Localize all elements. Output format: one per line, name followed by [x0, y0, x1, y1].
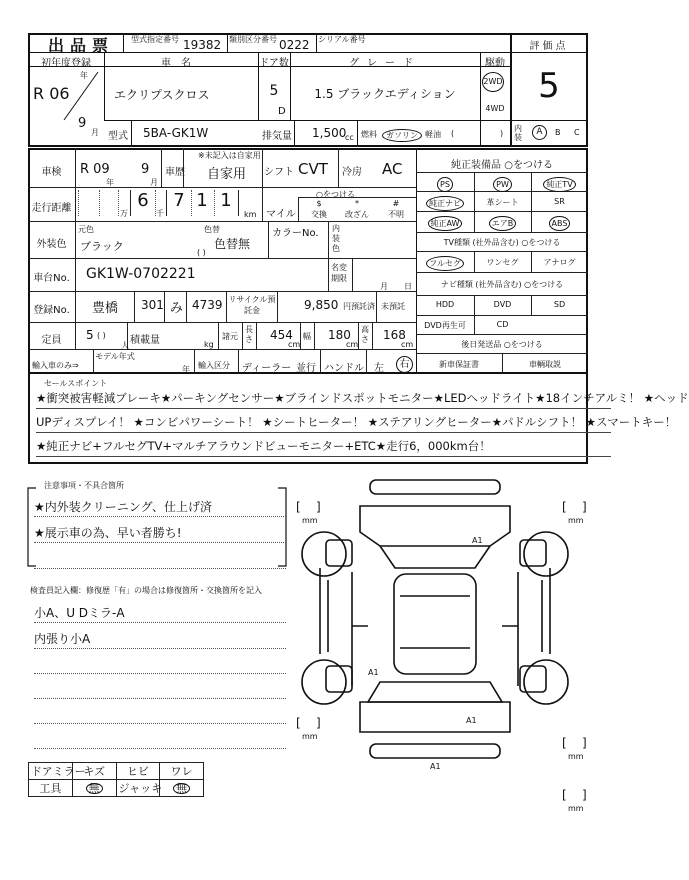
equip-leather: 革シート: [486, 198, 519, 207]
sym-unknown: #: [392, 199, 400, 208]
drive-label: 駆動: [485, 58, 505, 69]
orig-color-label: 元色: [78, 225, 94, 234]
equip-tv: [531, 177, 588, 192]
equip-ps: [416, 177, 474, 192]
mileage-digit: 1: [190, 190, 215, 216]
tool-none: 無: [86, 783, 103, 794]
cc-unit: cc: [345, 133, 354, 142]
pw-item: PW: [493, 177, 512, 192]
interior-a: A: [532, 125, 547, 140]
nav-title: ナビ種類 (社外品含む) ○をつける: [440, 280, 564, 289]
mm-bracket: [ ]: [562, 736, 587, 750]
inspector-line: 内張り小A: [34, 630, 286, 649]
shaken-year-unit: 年: [106, 178, 114, 187]
mm-bracket: [ ]: [296, 500, 321, 514]
grade-label: グレード: [349, 58, 421, 69]
legend-cell: ジャッキ: [116, 780, 160, 797]
sym-modified: *: [355, 199, 359, 208]
equip-aw: [416, 216, 474, 231]
fullseg-item: フルセグ: [426, 256, 464, 271]
reg-class: 301: [141, 298, 164, 312]
sales-line: ★衝突被害軽減ブレーキ★パーキングセンサー★ブラインドスポットモニター★LEDヘッドライト★18インチアルミ！ ★ヘッド: [36, 390, 611, 409]
history-label: 車歴: [165, 167, 185, 178]
sales-line: ★純正ナビ+フルセグTV+マルチアラウンドビューモニター+ETC★走行6，000km台！: [36, 438, 611, 457]
handle-right: 右: [396, 356, 413, 373]
mileage-digit: 6: [130, 190, 156, 216]
first-reg-year: R 06: [33, 84, 70, 103]
nc-day-unit: 日: [404, 282, 412, 291]
import-label: 輸入車のみ⇒: [32, 361, 79, 370]
tv-fullseg: [416, 256, 474, 271]
note-line: [34, 550, 286, 569]
nav-dvd: DVD: [493, 300, 512, 309]
interior-b: B: [555, 128, 561, 137]
note-line: ★内外装クリーニング、仕上げ済: [34, 498, 286, 517]
door-label: ドア数: [259, 58, 289, 69]
cm-unit: cm: [346, 340, 359, 349]
capacity-label: 定員: [41, 335, 62, 346]
aw-item: 純正AW: [428, 216, 463, 231]
cm-unit: cm: [288, 340, 301, 349]
mm-bracket: [ ]: [562, 500, 587, 514]
score-label: 評価点: [529, 41, 569, 52]
first-reg-label: 初年度登録: [41, 58, 91, 69]
man-unit: 万: [120, 209, 128, 218]
chassis-no: GK1W-0702221: [86, 266, 196, 282]
drive-4wd: 4WD: [485, 104, 505, 113]
airbag-item: エアB: [489, 216, 517, 231]
month-unit: 月: [91, 128, 99, 137]
width-label: 幅: [303, 332, 311, 341]
name-change-label: 名変期限: [331, 263, 347, 283]
mm-unit: mm: [568, 516, 584, 525]
disp-label: 排気量: [262, 131, 292, 142]
displacement: 1,500: [312, 126, 347, 140]
jack-none: 無: [173, 783, 190, 794]
modified: 改ざん: [345, 210, 369, 219]
equipment-title: 純正装備品 ○をつける: [451, 160, 553, 171]
reg-number: 4739: [192, 298, 223, 312]
mile-label: マイル: [266, 209, 296, 220]
height-label: 高さ: [361, 325, 369, 344]
damage-mark: A1: [466, 716, 477, 725]
door-type: D: [278, 106, 286, 117]
dealer: ディーラー: [242, 363, 292, 374]
fuel-diesel: 軽油: [425, 130, 441, 139]
parallel: 並行: [296, 363, 316, 374]
inspector-line: [34, 655, 286, 674]
interior-c: C: [574, 128, 580, 137]
model-year-unit: 年: [182, 365, 190, 374]
shaken-label: 車検: [41, 167, 62, 178]
serial-label: シリアル番号: [318, 35, 366, 44]
mm-unit: mm: [302, 732, 318, 741]
class-no: 0222: [279, 38, 310, 52]
model-label: 型式: [108, 131, 128, 142]
legend-header: キズ: [72, 763, 116, 780]
legend-header: ワレ: [160, 763, 204, 780]
abs-item: ABS: [549, 216, 571, 231]
tv-oneseg: ワンセグ: [486, 258, 519, 267]
length-label: 長さ: [245, 325, 253, 344]
class-no-label: 類別区分番号: [229, 35, 277, 44]
interior-label: 内装: [514, 124, 522, 142]
chassis-label: 車台No.: [33, 273, 70, 284]
type-no-label: 型式指定番号: [131, 35, 179, 44]
ac-label: 冷房: [342, 167, 362, 178]
car-name: エクリプスクロス: [114, 88, 210, 102]
import-kind-label: 輸入区分: [198, 361, 230, 370]
legend-table: [28, 762, 204, 797]
mm-bracket: [ ]: [562, 788, 587, 802]
year-unit: 年: [80, 71, 88, 80]
cap-paren: ( ): [97, 331, 106, 340]
sales-points-label: セールスポイント: [44, 379, 108, 388]
inspector-line: [34, 680, 286, 699]
sales-line: UPディスプレイ！ ★コンビパワーシート！ ★シートヒーター！ ★ステアリングヒーター★パドルシフト！ ★スマートキー！: [36, 414, 611, 433]
shaken-year: R 09: [80, 162, 110, 177]
handle-label: ハンドル: [324, 363, 364, 374]
fuel-paren-open: (: [451, 129, 455, 138]
load-unit: kg: [204, 340, 214, 349]
inspector-line: [34, 730, 286, 749]
equip-sr: SR: [554, 197, 565, 206]
equip-pw: [474, 177, 531, 192]
recycle-amount: 9,850: [304, 298, 339, 312]
height: 168: [383, 328, 406, 342]
first-reg-month: 9: [78, 116, 87, 131]
unknown: 不明: [388, 210, 404, 219]
mm-bracket: [ ]: [296, 716, 321, 730]
legend-cell: [160, 780, 204, 797]
inspector-line: 小A、U Dミラ-A: [34, 604, 286, 623]
grade: 1.5 ブラックエディション: [314, 87, 456, 101]
sym-exchange: $: [316, 199, 322, 208]
orig-color: ブラック: [80, 240, 124, 253]
note-line: ★展示車の為、早い者勝ち!: [34, 524, 286, 543]
drive-2wd: 2WD: [482, 72, 504, 92]
legend-header: ドアミラー: [29, 763, 73, 780]
equip-navi: [416, 196, 474, 211]
tv-analog: アナログ: [543, 258, 576, 267]
load-label: 積載量: [130, 335, 160, 346]
color-change: 色替無: [214, 237, 251, 251]
km-unit: km: [244, 210, 257, 219]
door-count: 5: [269, 83, 279, 99]
later-title: 後日発送品 ○をつける: [461, 340, 543, 349]
ac: AC: [382, 160, 403, 178]
damage-mark: A1: [430, 762, 441, 771]
later-manual: 車輌取説: [529, 360, 561, 369]
ps-item: PS: [437, 177, 453, 192]
nav-dvd-play: DVD再生可: [424, 321, 466, 330]
fuel-gasoline: ガソリン: [382, 129, 422, 142]
mm-unit: mm: [568, 804, 584, 813]
exchange: 交換: [311, 210, 327, 219]
nav-sd: SD: [553, 300, 566, 309]
legend-header: ヒビ: [116, 763, 160, 780]
color-paren: ( ): [197, 248, 206, 257]
model-year-label: モデル年式: [95, 352, 135, 361]
mm-unit: mm: [302, 516, 318, 525]
recycle-label: リサイクル預託金: [228, 295, 276, 315]
nav-cd: CD: [496, 320, 509, 329]
type-no: 19382: [183, 38, 222, 52]
mileage-digit: 1: [214, 190, 239, 216]
circle-note: ○をつける: [316, 190, 355, 199]
tv-item: 純正TV: [543, 177, 575, 192]
mm-unit: mm: [568, 752, 584, 761]
handle-left: 左: [374, 363, 384, 374]
length: 454: [270, 328, 293, 342]
damage-mark: A1: [472, 536, 483, 545]
page-title: 出品票: [48, 36, 115, 55]
fuel-paren-close: ): [500, 129, 504, 138]
equip-abs: [531, 216, 588, 231]
shaken-month: 9: [141, 162, 150, 177]
car-name-label: 車名: [161, 58, 201, 69]
mileage-label: 走行距離: [31, 203, 72, 214]
cap-unit: 人: [121, 341, 129, 350]
cm-unit: cm: [401, 340, 414, 349]
damage-mark: A1: [368, 668, 379, 677]
history-note: ※未記入は自家用: [198, 151, 261, 160]
recycle-unit: 円預託済: [343, 302, 375, 311]
shift-label: シフト: [264, 167, 294, 178]
later-warranty: 新車保証書: [439, 360, 479, 369]
shift: CVT: [298, 160, 328, 178]
notes-label: 注意事項・不具合箇所: [44, 481, 124, 490]
int-color-label: 内装色: [332, 224, 340, 253]
body-label: 諸元: [222, 332, 238, 341]
legend-cell: [72, 780, 116, 797]
reg-place: 豊橋: [92, 301, 119, 316]
capacity: 5: [86, 328, 94, 342]
model-code: 5BA-GK1W: [143, 126, 209, 140]
mileage-digit: [98, 190, 119, 216]
nav-hdd: HDD: [435, 300, 455, 309]
shaken-month-unit: 月: [150, 178, 158, 187]
tv-title: TV種類 (社外品含む) ○をつける: [443, 238, 561, 247]
reg-kana: み: [170, 301, 184, 316]
history: 自家用: [207, 167, 247, 182]
equip-airbag: [474, 216, 531, 231]
color-change-label: 色替: [204, 225, 220, 234]
fuel-label: 燃料: [361, 130, 377, 139]
sen-unit: 千: [156, 209, 164, 218]
mileage-digit: 7: [166, 190, 192, 216]
recycle-status: 未預託: [381, 302, 405, 311]
navi-item: 純正ナビ: [426, 196, 464, 211]
inspector-label: 検査員記入欄：修復歴「有」の場合は修復箇所・交換箇所を記入: [30, 586, 262, 595]
color-no-label: カラーNo.: [272, 228, 319, 239]
reg-label: 登録No.: [33, 305, 70, 316]
ext-color-label: 外装色: [36, 239, 67, 250]
inspector-line: [34, 705, 286, 724]
legend-cell: 工具: [29, 780, 73, 797]
nc-month-unit: 月: [380, 282, 388, 291]
score-value: 5: [538, 66, 560, 106]
width: 180: [328, 328, 351, 342]
mileage-digit: [78, 190, 100, 216]
